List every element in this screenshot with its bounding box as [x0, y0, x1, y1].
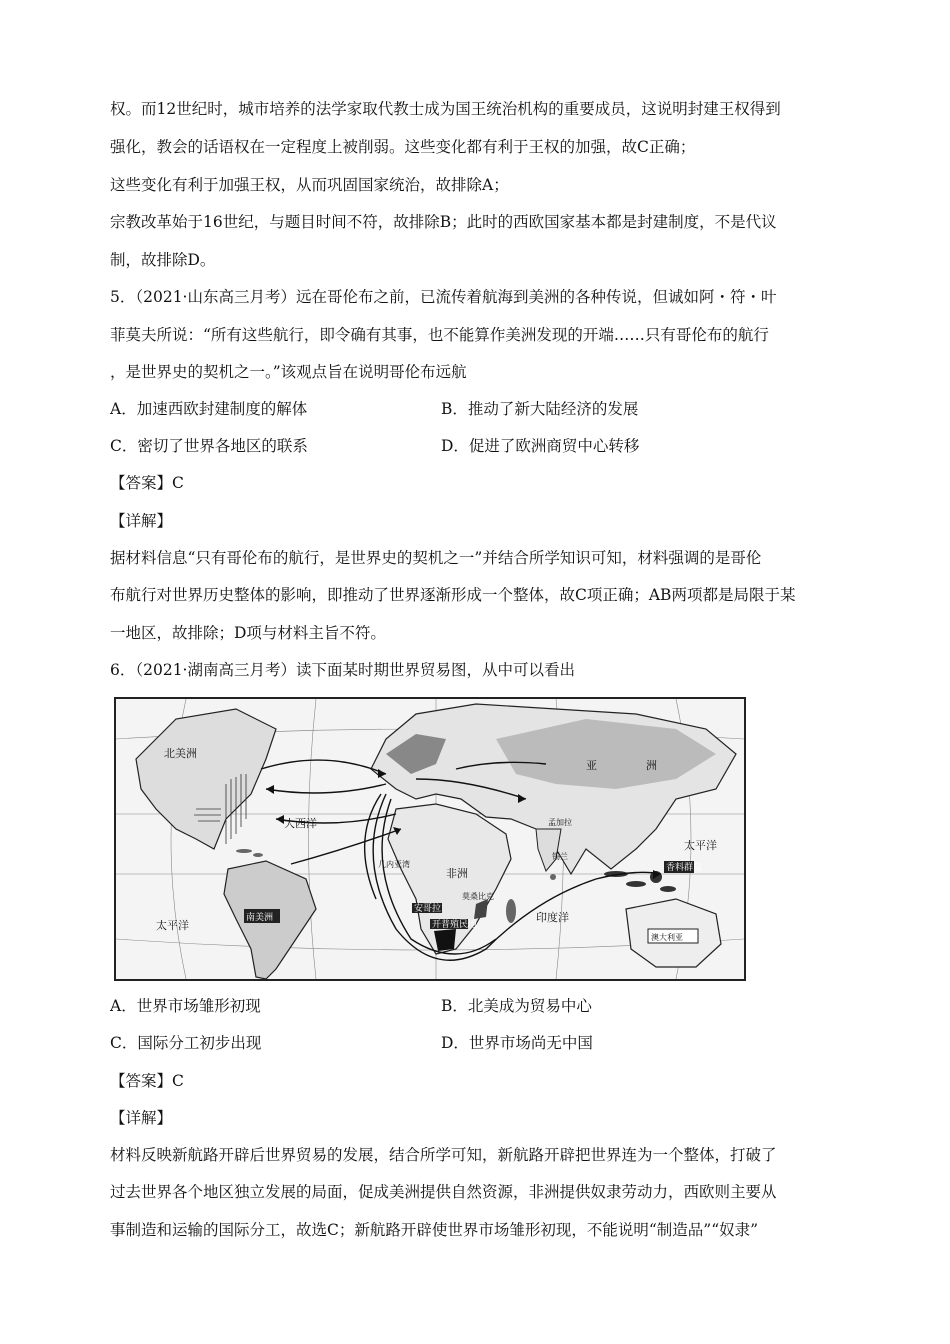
- q6-option-a: A．世界市场雏形初现: [110, 997, 261, 1015]
- label-north-america: 北美洲: [164, 747, 197, 760]
- label-spice-islands: 香料群岛: [666, 863, 703, 873]
- q5-detail-line-3: 一地区，故排除；D项与材料主旨不符。: [110, 624, 386, 642]
- label-australia: 澳大利亚: [651, 933, 683, 942]
- q6-option-b: B．北美成为贸易中心: [441, 997, 592, 1015]
- q5-option-a: A．加速西欧封建制度的解体: [110, 400, 308, 418]
- q6-answer: 【答案】C: [110, 1072, 184, 1090]
- label-pacific-left: 太平洋: [156, 919, 189, 932]
- label-south-america: 南美洲: [246, 913, 274, 923]
- prev-explanation-line-1: 权。而12世纪时，城市培养的法学家取代教士成为国王统治机构的重要成员，这说明封建王权得到: [110, 100, 781, 118]
- q5-stem-line-1: 5．（2021·山东高三月考）远在哥伦布之前，已流传着航海到美洲的各种传说，但诚如阿・符・叶: [110, 288, 777, 306]
- q6-detail-line-3: 事制造和运输的国际分工，故选C；新航路开辟使世界市场雏形初现，不能说明“制造品”“奴隶”: [110, 1221, 759, 1239]
- prev-explanation-line-2: 强化，教会的话语权在一定程度上被削弱。这些变化都有利于王权的加强，故C正确；: [110, 138, 696, 156]
- q5-answer: 【答案】C: [110, 474, 184, 492]
- label-mozambique: 莫桑比克: [462, 892, 494, 901]
- madagascar: [506, 899, 516, 923]
- label-asia: 亚: [586, 759, 597, 772]
- world-trade-map: [114, 697, 746, 981]
- label-cape-colony: 开普殖民地: [432, 920, 478, 930]
- q5-detail-line-2: 布航行对世界历史整体的影响，即推动了世界逐渐形成一个整体，故C项正确；AB两项都是局限于某: [110, 586, 796, 604]
- world-trade-map-svg: [116, 699, 744, 979]
- q5-stem-line-3: ，是世界史的契机之一。”该观点旨在说明哥伦布远航: [110, 363, 467, 381]
- label-pacific-right: 太平洋: [684, 839, 717, 852]
- label-angola: 安哥拉: [414, 904, 442, 914]
- label-africa: 非洲: [446, 867, 468, 880]
- q5-option-b: B．推动了新大陆经济的发展: [441, 400, 639, 418]
- q5-option-c: C．密切了世界各地区的联系: [110, 437, 308, 455]
- label-atlantic: 大西洋: [284, 817, 317, 830]
- q6-detail-line-1: 材料反映新航路开辟后世界贸易的发展，结合所学可知，新航路开辟把世界连为一个整体，打破了: [110, 1146, 777, 1164]
- q5-detail-line-1: 据材料信息“只有哥伦布的航行，是世界史的契机之一”并结合所学知识可知，材料强调的是哥伦: [110, 549, 762, 567]
- q6-stem: 6．（2021·湖南高三月考）读下面某时期世界贸易图，从中可以看出: [110, 661, 575, 679]
- prev-explanation-line-5: 制，故排除D。: [110, 251, 216, 269]
- ceylon-island: [550, 874, 556, 880]
- q5-detail-title: 【详解】: [110, 512, 173, 530]
- q6-detail-title: 【详解】: [110, 1109, 173, 1127]
- q6-detail-line-2: 过去世界各个地区独立发展的局面，促成美洲提供自然资源，非洲提供奴隶劳动力，西欧则主要从: [110, 1183, 777, 1201]
- q5-stem-line-2: 菲莫夫所说：“所有这些航行，即令确有其事，也不能算作美洲发现的开端……只有哥伦布的航行: [110, 326, 769, 344]
- q5-option-d: D．促进了欧洲商贸中心转移: [441, 437, 640, 455]
- label-indian-ocean: 印度洋: [536, 911, 569, 924]
- label-ceylon: 锡兰: [552, 852, 568, 861]
- q6-option-d: D．世界市场尚无中国: [441, 1034, 593, 1052]
- prev-explanation-line-3: 这些变化有利于加强王权，从而巩固国家统治，故排除A；: [110, 176, 509, 194]
- label-guinea: 几内亚湾: [378, 860, 410, 869]
- q6-option-c: C．国际分工初步出现: [110, 1034, 262, 1052]
- label-asia-2: 洲: [646, 759, 657, 772]
- label-bengal: 孟加拉: [548, 818, 572, 827]
- prev-explanation-line-4: 宗教改革始于16世纪，与题目时间不符，故排除B；此时的西欧国家基本都是封建制度，不是代议: [110, 213, 777, 231]
